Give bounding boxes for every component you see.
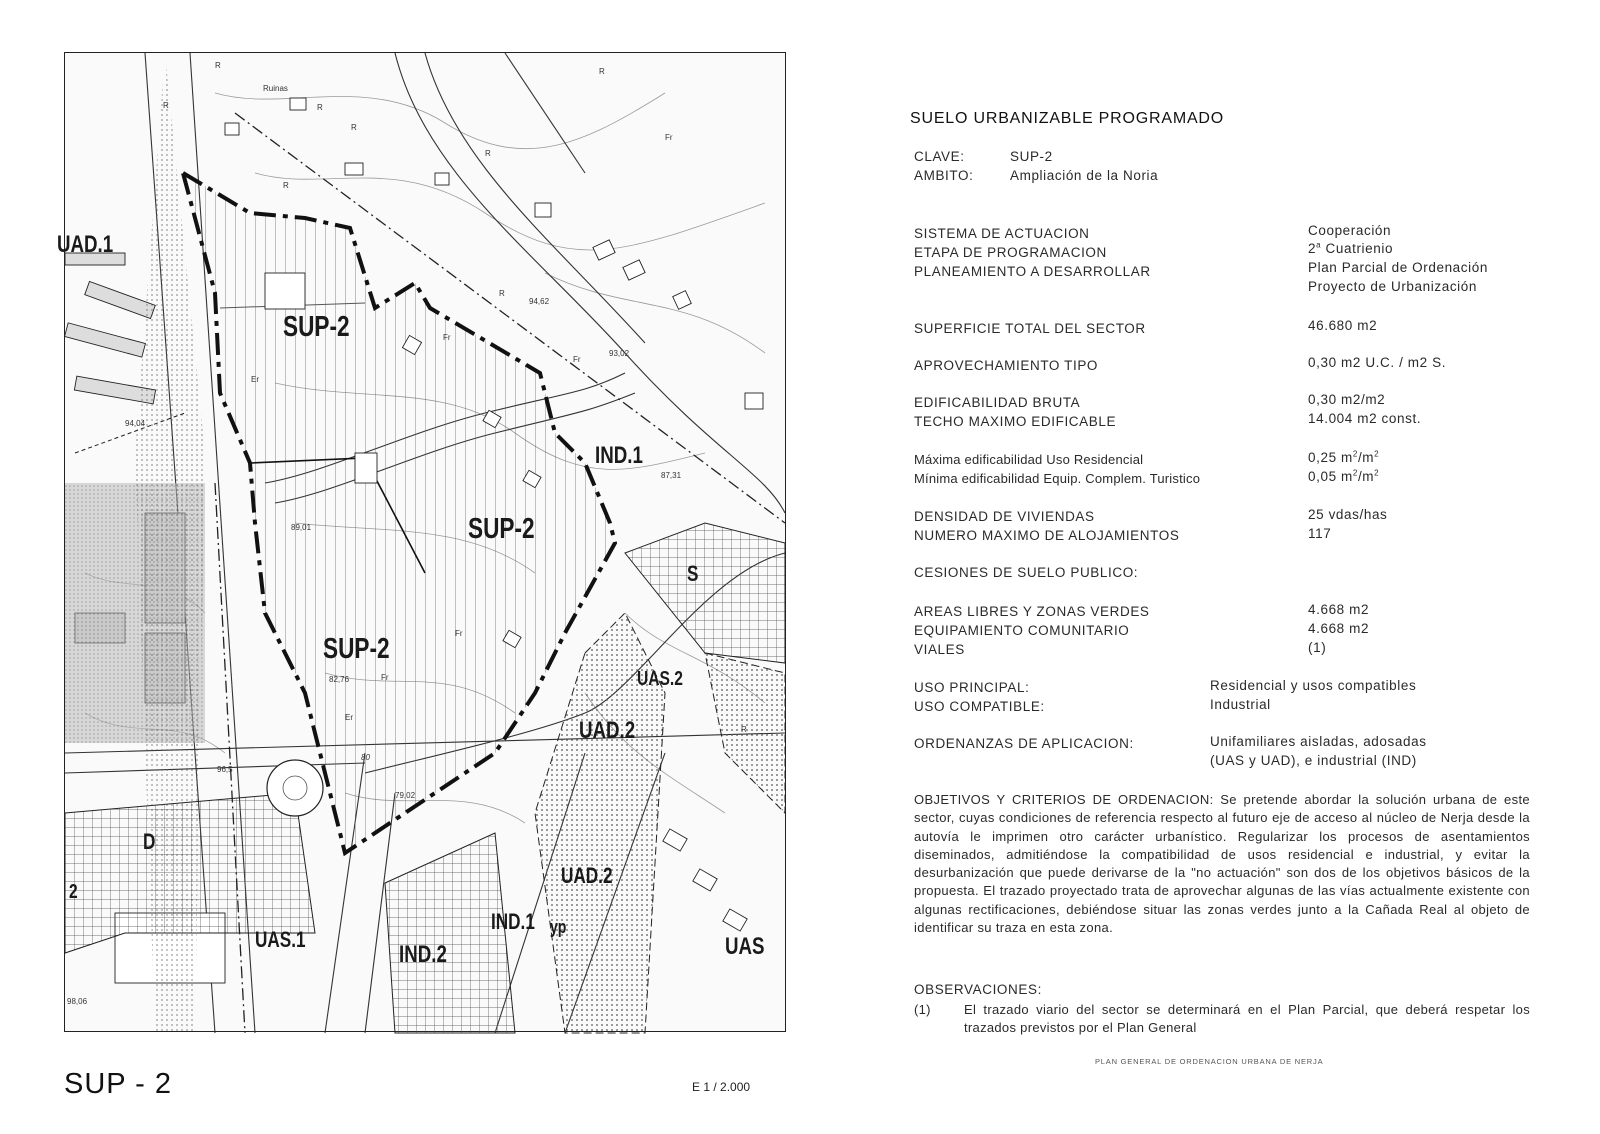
cesiones-label: CESIONES DE SUELO PUBLICO: <box>914 565 1139 580</box>
alojamientos-label: NUMERO MAXIMO DE ALOJAMIENTOS <box>914 528 1180 543</box>
max-residencial-value: 0,25 $m^2/m^2$ <box>1308 449 1380 465</box>
ordenanzas-label: ORDENANZAS DE APLICACION: <box>914 736 1134 751</box>
map-note-elevation: 94,04 <box>125 419 146 428</box>
equipamiento-value: 4.668 m2 <box>1308 621 1370 636</box>
sistema-label: SISTEMA DE ACTUACION <box>914 226 1090 241</box>
map-scale: E 1 / 2.000 <box>692 1080 751 1094</box>
map-label-uas-edge: UAS <box>725 933 765 960</box>
map-label-ind1-lower: IND.1 <box>491 909 535 934</box>
map-note-elevation: 82,76 <box>329 675 350 684</box>
etapa-value: 2$^a$ Cuatrienio <box>1308 240 1394 256</box>
map-note-fr: Fr <box>573 355 581 364</box>
map-note-elevation: 89,01 <box>291 523 312 532</box>
uso-principal-value: Residencial y usos compatibles <box>1210 678 1417 693</box>
densidad-label: DENSIDAD DE VIVIENDAS <box>914 509 1095 524</box>
map-note-r: R <box>283 181 289 190</box>
map-label-two: 2 <box>69 881 78 903</box>
map-label-uad2-upper: UAD.2 <box>579 717 636 744</box>
map-note-r: R <box>351 123 357 132</box>
observacion-number: (1) <box>914 1002 931 1017</box>
map-note-fr: Fr <box>455 629 463 638</box>
map-note-r: R <box>163 101 169 110</box>
areas-libres-label: AREAS LIBRES Y ZONAS VERDES <box>914 604 1150 619</box>
aprovechamiento-label: APROVECHAMIENTO TIPO <box>914 358 1099 373</box>
ambito-value: Ampliación de la Noria <box>1010 168 1159 183</box>
sheet-code: SUP - 2 <box>64 1068 173 1100</box>
zoning-map <box>57 52 786 1032</box>
page-title: SUELO URBANIZABLE PROGRAMADO <box>910 110 1225 127</box>
areas-libres-value: 4.668 m2 <box>1308 602 1370 617</box>
alojamientos-value: 117 <box>1308 526 1332 541</box>
sistema-value: Cooperación <box>1308 223 1392 238</box>
map-note-elevation: 94,62 <box>529 297 550 306</box>
map-label-s: S <box>687 561 699 586</box>
planeamiento-value-2: Proyecto de Urbanización <box>1308 279 1477 294</box>
map-label-uad1: UAD.1 <box>57 231 114 258</box>
superficie-label: SUPERFICIE TOTAL DEL SECTOR <box>914 321 1146 336</box>
map-note-elevation: 98,06 <box>67 997 88 1006</box>
edificabilidad-label: EDIFICABILIDAD BRUTA <box>914 395 1081 410</box>
map-label-ind1-upper: IND.1 <box>595 442 643 469</box>
superficie-value: 46.680 m2 <box>1308 318 1378 333</box>
techo-value: 14.004 m2 const. <box>1308 411 1422 426</box>
map-label-sup2-middle: SUP-2 <box>468 513 535 545</box>
max-residencial-label: Máxima edificabilidad Uso Residencial <box>914 452 1144 467</box>
densidad-value: 25 vdas/has <box>1308 507 1388 522</box>
map-note-r: R <box>317 103 323 112</box>
min-equipamiento-label: Mínima edificabilidad Equip. Complem. Turistico <box>914 471 1201 486</box>
techo-label: TECHO MAXIMO EDIFICABLE <box>914 414 1117 429</box>
equipamiento-label: EQUIPAMIENTO COMUNITARIO <box>914 623 1130 638</box>
clave-label: CLAVE: <box>914 149 965 164</box>
footer: PLAN GENERAL DE ORDENACION URBANA DE NERJA <box>1095 1057 1324 1066</box>
map-note-elevation: 87,31 <box>661 471 682 480</box>
map-label-ind2: IND.2 <box>399 941 447 968</box>
edificabilidad-value: 0,30 m2/m2 <box>1308 392 1386 407</box>
map-note-fr: Fr <box>381 673 389 682</box>
map-label-d: D <box>143 829 156 854</box>
min-equipamiento-value: 0,05 $m^2/m^2$ <box>1308 468 1380 484</box>
map-note-fr: Fr <box>665 133 673 142</box>
map-note-r: R <box>215 61 221 70</box>
objetivos-paragraph: OBJETIVOS Y CRITERIOS DE ORDENACION: Se pretende abordar la solución urbana de este sector, cuyas condiciones de referencia respecto al futuro eje de acceso al núcleo de Nerja desde la autovía le imprimen otro carácter urbanístico. Regularizar los procesos de asentamientos diseminados, admitiéndose la compatibilidad de usos residencial e industrial, y evitar la desurbanización que puede derivarse de la "no actuación" son dos de los objetivos básicos de la propuesta. El trazado proyectado trata de aprovechar algunas de las vías actualmente existente con algunas rectificaciones, debiéndose situar las zonas verdes junto a la Cañada Real al objeto de identificar su traza en esta zona. <box>914 792 1530 936</box>
ordenanzas-value-2: (UAS y UAD), e industrial (IND) <box>1210 753 1417 768</box>
viales-label: VIALES <box>914 642 965 657</box>
uso-compatible-label: USO COMPATIBLE: <box>914 699 1045 714</box>
map-note-ruinas: Ruinas <box>263 84 288 93</box>
ordenanzas-value-1: Unifamiliares aisladas, adosadas <box>1210 734 1427 749</box>
map-note-fr: Fr <box>443 333 451 342</box>
map-note-er: Er <box>251 375 259 384</box>
map-note-r: R <box>741 725 747 734</box>
map-label-sup2-lower: SUP-2 <box>323 633 390 665</box>
map-note-er: Er <box>345 713 353 722</box>
map-note-elevation: 79,02 <box>395 791 416 800</box>
map-note-contour: 80 <box>361 753 370 762</box>
map-note-r: R <box>499 289 505 298</box>
map-label-yp: yp <box>550 917 567 937</box>
etapa-label: ETAPA DE PROGRAMACION <box>914 245 1107 260</box>
observaciones-label: OBSERVACIONES: <box>914 982 1042 997</box>
clave-value: SUP-2 <box>1010 149 1053 164</box>
viales-value: (1) <box>1308 640 1327 655</box>
observacion-text: El trazado viario del sector se determinará en el Plan Parcial, que deberá respetar los trazados previstos por el Plan General <box>964 1002 1530 1036</box>
map-label-uas1: UAS.1 <box>255 927 306 952</box>
map-label-sup2-upper: SUP-2 <box>283 311 350 343</box>
planeamiento-value-1: Plan Parcial de Ordenación <box>1308 260 1488 275</box>
map-label-uas2: UAS.2 <box>637 668 683 690</box>
map-note-r: R <box>485 149 491 158</box>
aprovechamiento-value: 0,30 m2 U.C. / m2 S. <box>1308 355 1447 370</box>
planeamiento-label: PLANEAMIENTO A DESARROLLAR <box>914 264 1151 279</box>
ambito-label: AMBITO: <box>914 168 974 183</box>
uso-principal-label: USO PRINCIPAL: <box>914 680 1030 695</box>
map-label-uad2-lower: UAD.2 <box>561 863 613 888</box>
uso-compatible-value: Industrial <box>1210 697 1271 712</box>
map-note-elevation: 93,02 <box>609 349 630 358</box>
map-drawing <box>65 53 785 1031</box>
map-note-elevation: 96,5 <box>217 765 233 774</box>
map-note-r: R <box>599 67 605 76</box>
